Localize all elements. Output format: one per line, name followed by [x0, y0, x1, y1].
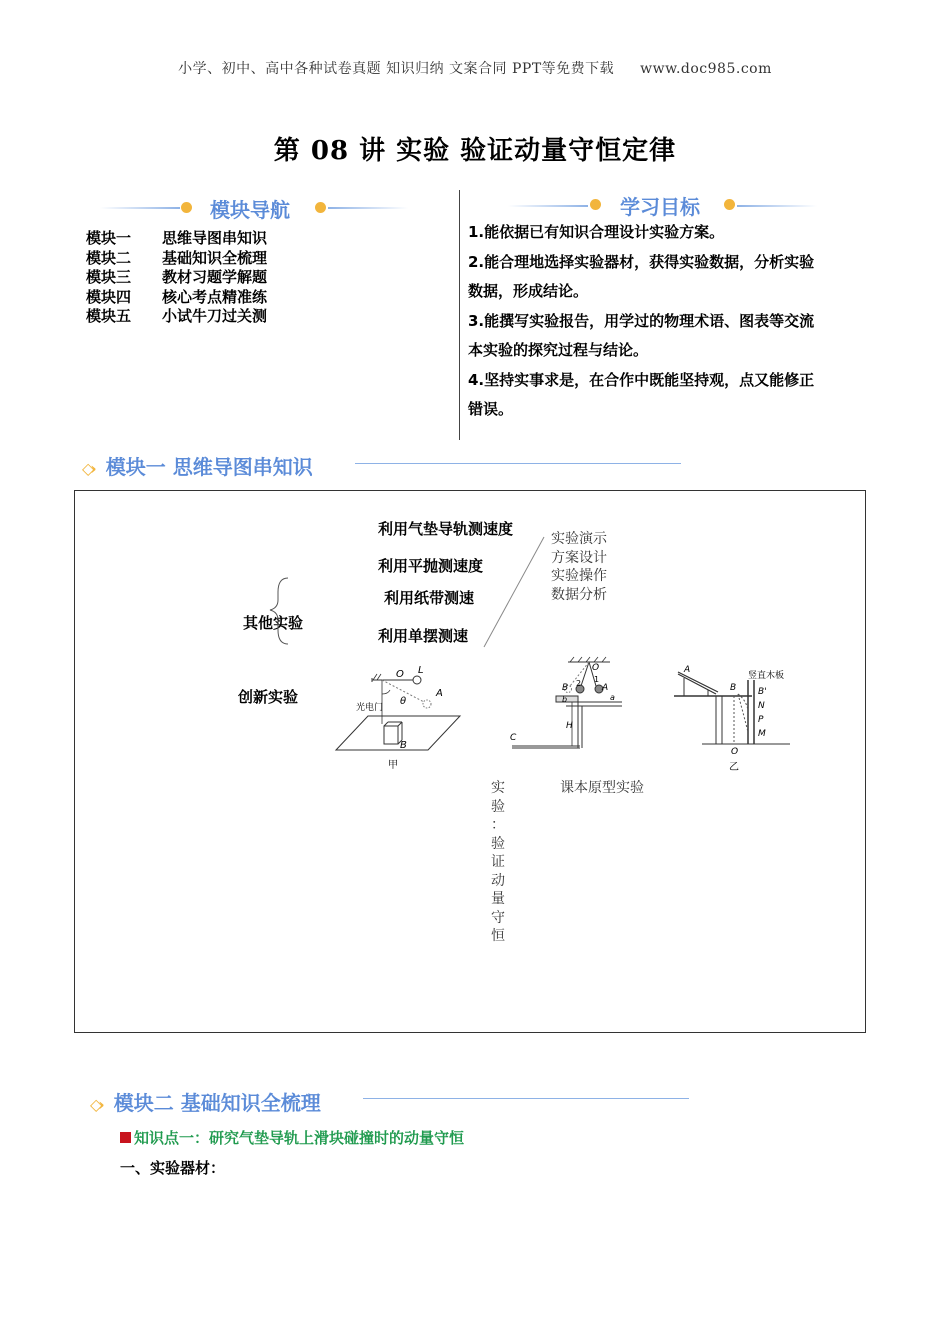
nav-title-line-right: [328, 207, 408, 209]
double-chevron-icon: ◇›: [90, 1095, 101, 1114]
section2-rule: [363, 1098, 689, 1099]
module-nav-item[interactable]: 模块三 教材习题学解题: [86, 268, 268, 286]
fig-c-label-M: M: [758, 729, 766, 739]
figure-double-pendulum: [506, 656, 624, 751]
goals-title: 学习目标: [620, 195, 700, 219]
section1-header: [82, 451, 313, 480]
nav-title: 模块导航: [210, 198, 290, 222]
fig-a-label-theta: θ: [400, 696, 407, 707]
nav-title-dot-left: [181, 202, 192, 213]
innovative-experiments-label: 创新实验: [238, 688, 299, 706]
brace-icon: [260, 570, 300, 650]
step-item: 实验演示: [551, 531, 607, 547]
fig-b-label-2: 2: [576, 679, 582, 688]
step-item: 方案设计: [551, 549, 607, 566]
goal-line: 4.坚持实事求是，在合作中既能坚持观，点又能修正: [468, 370, 815, 389]
fig-b-label-a: a: [610, 693, 615, 702]
figure-ramp-board: [672, 660, 796, 775]
fig-c-label-Bp: B': [758, 687, 767, 697]
section2-title: 模块二 基础知识全梳理: [113, 1091, 321, 1115]
center-topic-vertical: 实 验 ： 验 证 动 量 守 恒: [491, 780, 505, 944]
section1-title: 模块一 思维导图串知识: [105, 455, 313, 479]
fig-c-label-A: A: [684, 665, 691, 675]
fig-b-label-1: 1: [594, 675, 600, 684]
fig-c-label-O: O: [731, 747, 739, 757]
column-divider: [459, 190, 460, 440]
module-nav-item[interactable]: 模块五 小试牛刀过关测: [86, 307, 268, 325]
fig-c-caption: 乙: [729, 762, 739, 773]
goals-title-line-right: [737, 205, 817, 207]
figure-pendulum-photogate: [332, 664, 462, 774]
goal-line: 数据，形成结论。: [468, 282, 589, 300]
method-label: 利用单摆测速: [378, 627, 469, 645]
goal-line: 2.能合理地选择实验器材，获得实验数据，分析实验: [468, 252, 815, 271]
module-nav-list: [86, 229, 446, 327]
page-title: 第 08 讲 实验 验证动量守恒定律: [273, 136, 677, 166]
fig-b-label-B: B: [562, 683, 569, 693]
prototype-experiment-label: 课本原型实验: [560, 780, 644, 796]
header-text: 小学、初中、高中各种试卷真题 知识归纳 文案合同 PPT等免费下载: [178, 61, 615, 77]
module-nav-item[interactable]: 模块二 基础知识全梳理: [86, 248, 268, 267]
goals-title-dot-left: [590, 199, 601, 210]
fig-a-caption: 甲: [388, 760, 398, 771]
section1-rule: [355, 463, 681, 464]
nav-title-dot-right: [315, 202, 326, 213]
fig-a-label-gate: 光电门: [356, 703, 384, 713]
method-label: 利用气垫导轨测速度: [378, 520, 514, 538]
fig-b-label-A: A: [602, 683, 609, 693]
fig-b-label-O: O: [592, 663, 600, 673]
fig-c-label-N: N: [758, 701, 765, 711]
goal-line: 本实验的探究过程与结论。: [468, 341, 649, 359]
fig-a-label-L: L: [418, 665, 424, 676]
page-header: [0, 58, 950, 78]
double-chevron-icon: ◇›: [82, 459, 93, 478]
fig-c-label-board: 竖直木板: [748, 671, 785, 681]
red-square-bullet-icon: [120, 1132, 131, 1143]
knowledge-point-heading: 知识点一：研究气垫导轨上滑块碰撞时的动量守恒: [120, 1127, 464, 1148]
diagonal-connector: [480, 535, 550, 650]
goals-title-line-left: [508, 205, 588, 207]
fig-b-label-C: C: [510, 733, 517, 743]
goals-title-dot-right: [724, 199, 735, 210]
goal-line: 1.能依据已有知识合理设计实验方案。: [468, 223, 725, 241]
other-experiments-label: 其他实验: [243, 614, 304, 632]
step-item: 数据分析: [551, 586, 607, 603]
method-label: 利用纸带测速: [384, 589, 475, 607]
nav-title-line-left: [100, 207, 180, 209]
goal-line: 错误。: [468, 400, 514, 418]
module-nav-item[interactable]: 模块一 思维导图串知识: [86, 229, 268, 247]
fig-b-label-H: H: [566, 721, 573, 731]
fig-a-label-O: O: [396, 669, 404, 680]
goal-line: 3.能撰写实验报告，用学过的物理术语、图表等交流: [468, 311, 815, 330]
section2-header: [90, 1087, 321, 1116]
subheading-equipment: 一、实验器材：: [120, 1159, 226, 1177]
fig-b-label-b: b: [562, 695, 568, 704]
experiment-steps-list: [551, 530, 607, 604]
fig-c-label-B: B: [730, 683, 737, 693]
header-site-link[interactable]: www.doc985.com: [640, 61, 772, 77]
fig-a-label-B: B: [400, 740, 407, 751]
step-item: 实验操作: [551, 568, 607, 584]
module-nav-item[interactable]: 模块四 核心考点精准练: [86, 287, 268, 306]
goals-list: [468, 218, 868, 425]
method-label: 利用平抛测速度: [378, 557, 484, 575]
fig-a-label-A: A: [436, 688, 443, 699]
fig-c-label-P: P: [758, 715, 764, 725]
